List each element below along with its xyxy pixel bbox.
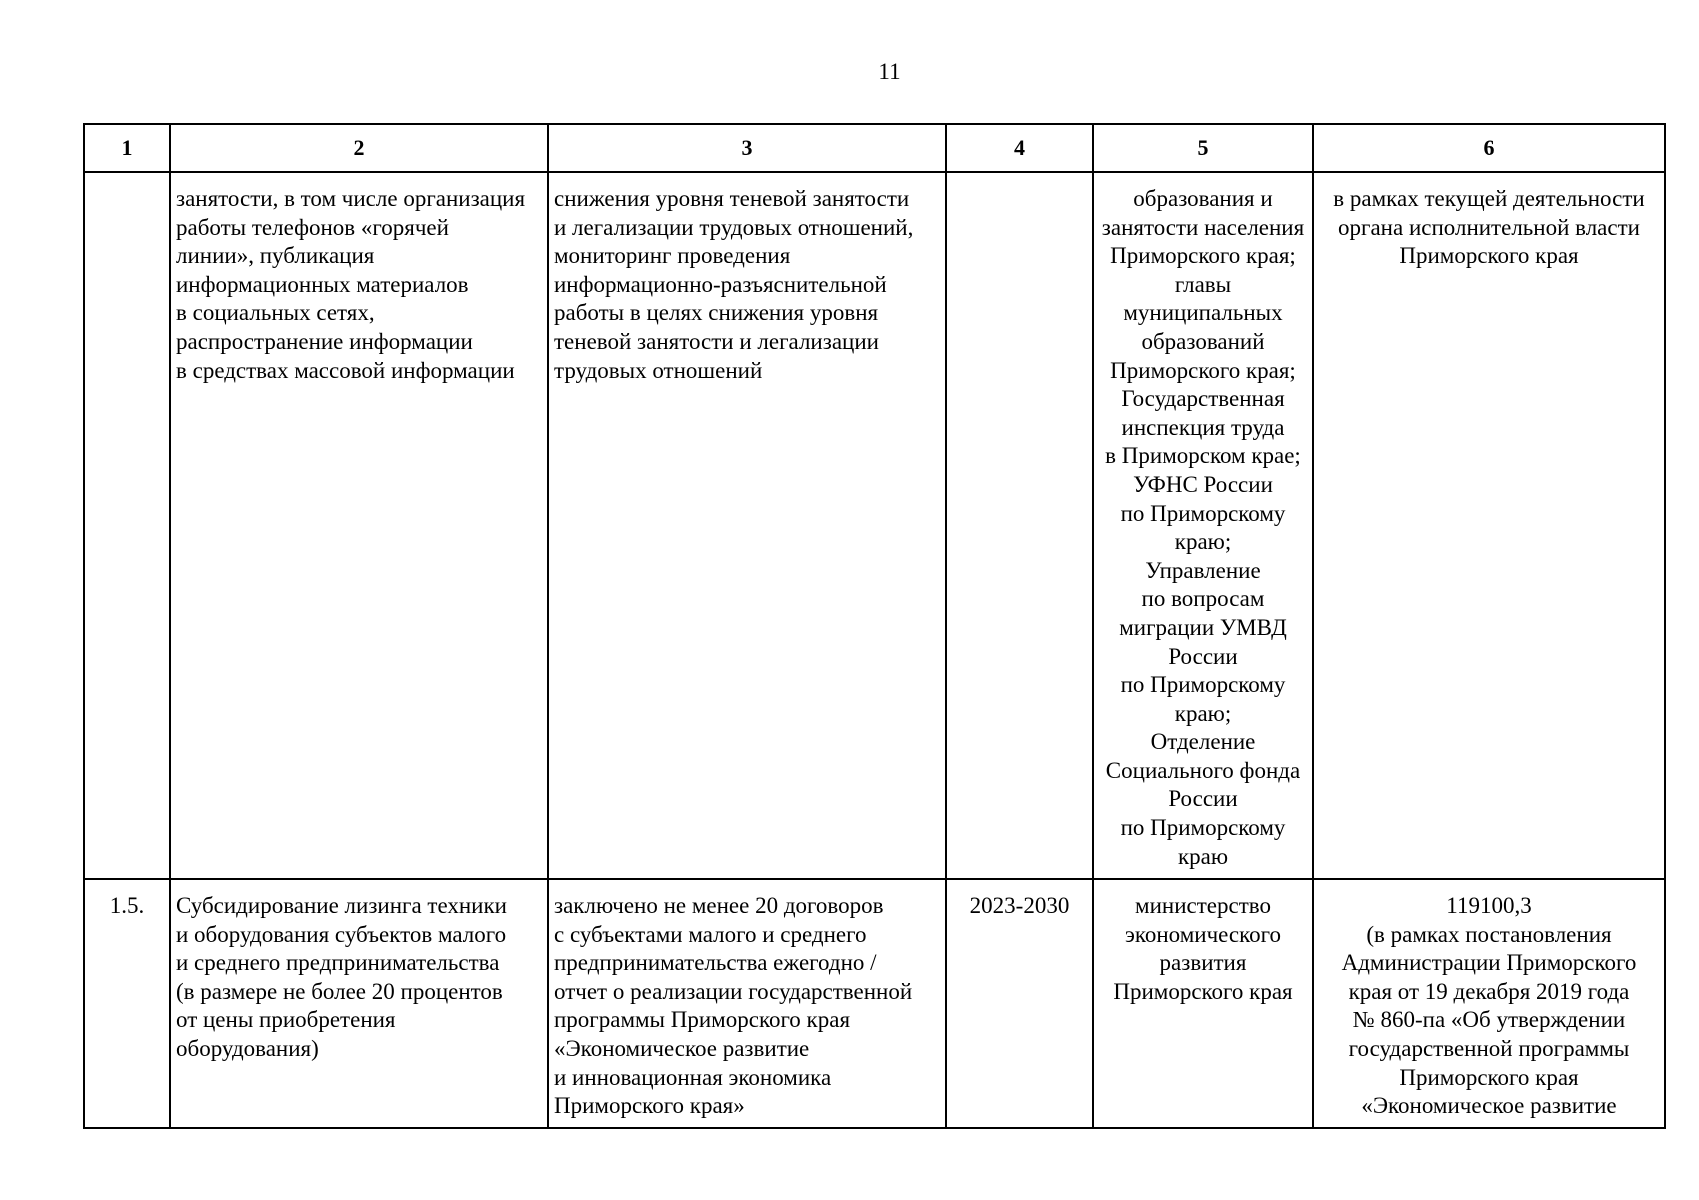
cell-measure: занятости, в том числе организация работы телефонов «горячей линии», публикация информационных материалов в социальных сетях, распространение информации в средствах массовой информации <box>170 172 548 879</box>
cell-executor: образования и занятости населения Приморского края; главы муниципальных образований Приморского края; Государственная инспекция труда в Приморском крае; УФНС России по Приморскому краю; Управление по вопросам миграции УМВД России по Приморскому краю; Отделение Социального фонда России по Приморскому краю <box>1093 172 1313 879</box>
header-col-1: 1 <box>84 124 170 172</box>
header-col-6: 6 <box>1313 124 1665 172</box>
header-col-5: 5 <box>1093 124 1313 172</box>
header-col-2: 2 <box>170 124 548 172</box>
header-col-3: 3 <box>548 124 946 172</box>
cell-funding: в рамках текущей деятельности органа исполнительной власти Приморского края <box>1313 172 1665 879</box>
cell-funding: 119100,3 (в рамках постановления Администрации Приморского края от 19 декабря 2019 года № 860-па «Об утверждении государственной программы Приморского края «Экономическое развитие <box>1313 879 1665 1128</box>
cell-result: снижения уровня теневой занятости и легализации трудовых отношений, мониторинг проведения информационно-разъяснительной работы в целях снижения уровня теневой занятости и легализации трудовых отношений <box>548 172 946 879</box>
table-row <box>84 172 1665 879</box>
cell-measure: Субсидирование лизинга техники и оборудования субъектов малого и среднего предпринимательства (в размере не более 20 процентов от цены приобретения оборудования) <box>170 879 548 1128</box>
header-row <box>84 124 1665 172</box>
header-col-4: 4 <box>946 124 1093 172</box>
cell-period: 2023-2030 <box>946 879 1093 1128</box>
cell-executor: министерство экономического развития Приморского края <box>1093 879 1313 1128</box>
table-row <box>84 879 1665 1128</box>
cell-period <box>946 172 1093 879</box>
page-number: 11 <box>878 59 901 84</box>
cell-result: заключено не менее 20 договоров с субъектами малого и среднего предпринимательства ежегодно / отчет о реализации государственной программы Приморского края «Экономическое развитие и инновационная экономика Приморского края» <box>548 879 946 1128</box>
cell-number: 1.5. <box>84 879 170 1128</box>
measures-table <box>83 123 1666 1129</box>
cell-number <box>84 172 170 879</box>
